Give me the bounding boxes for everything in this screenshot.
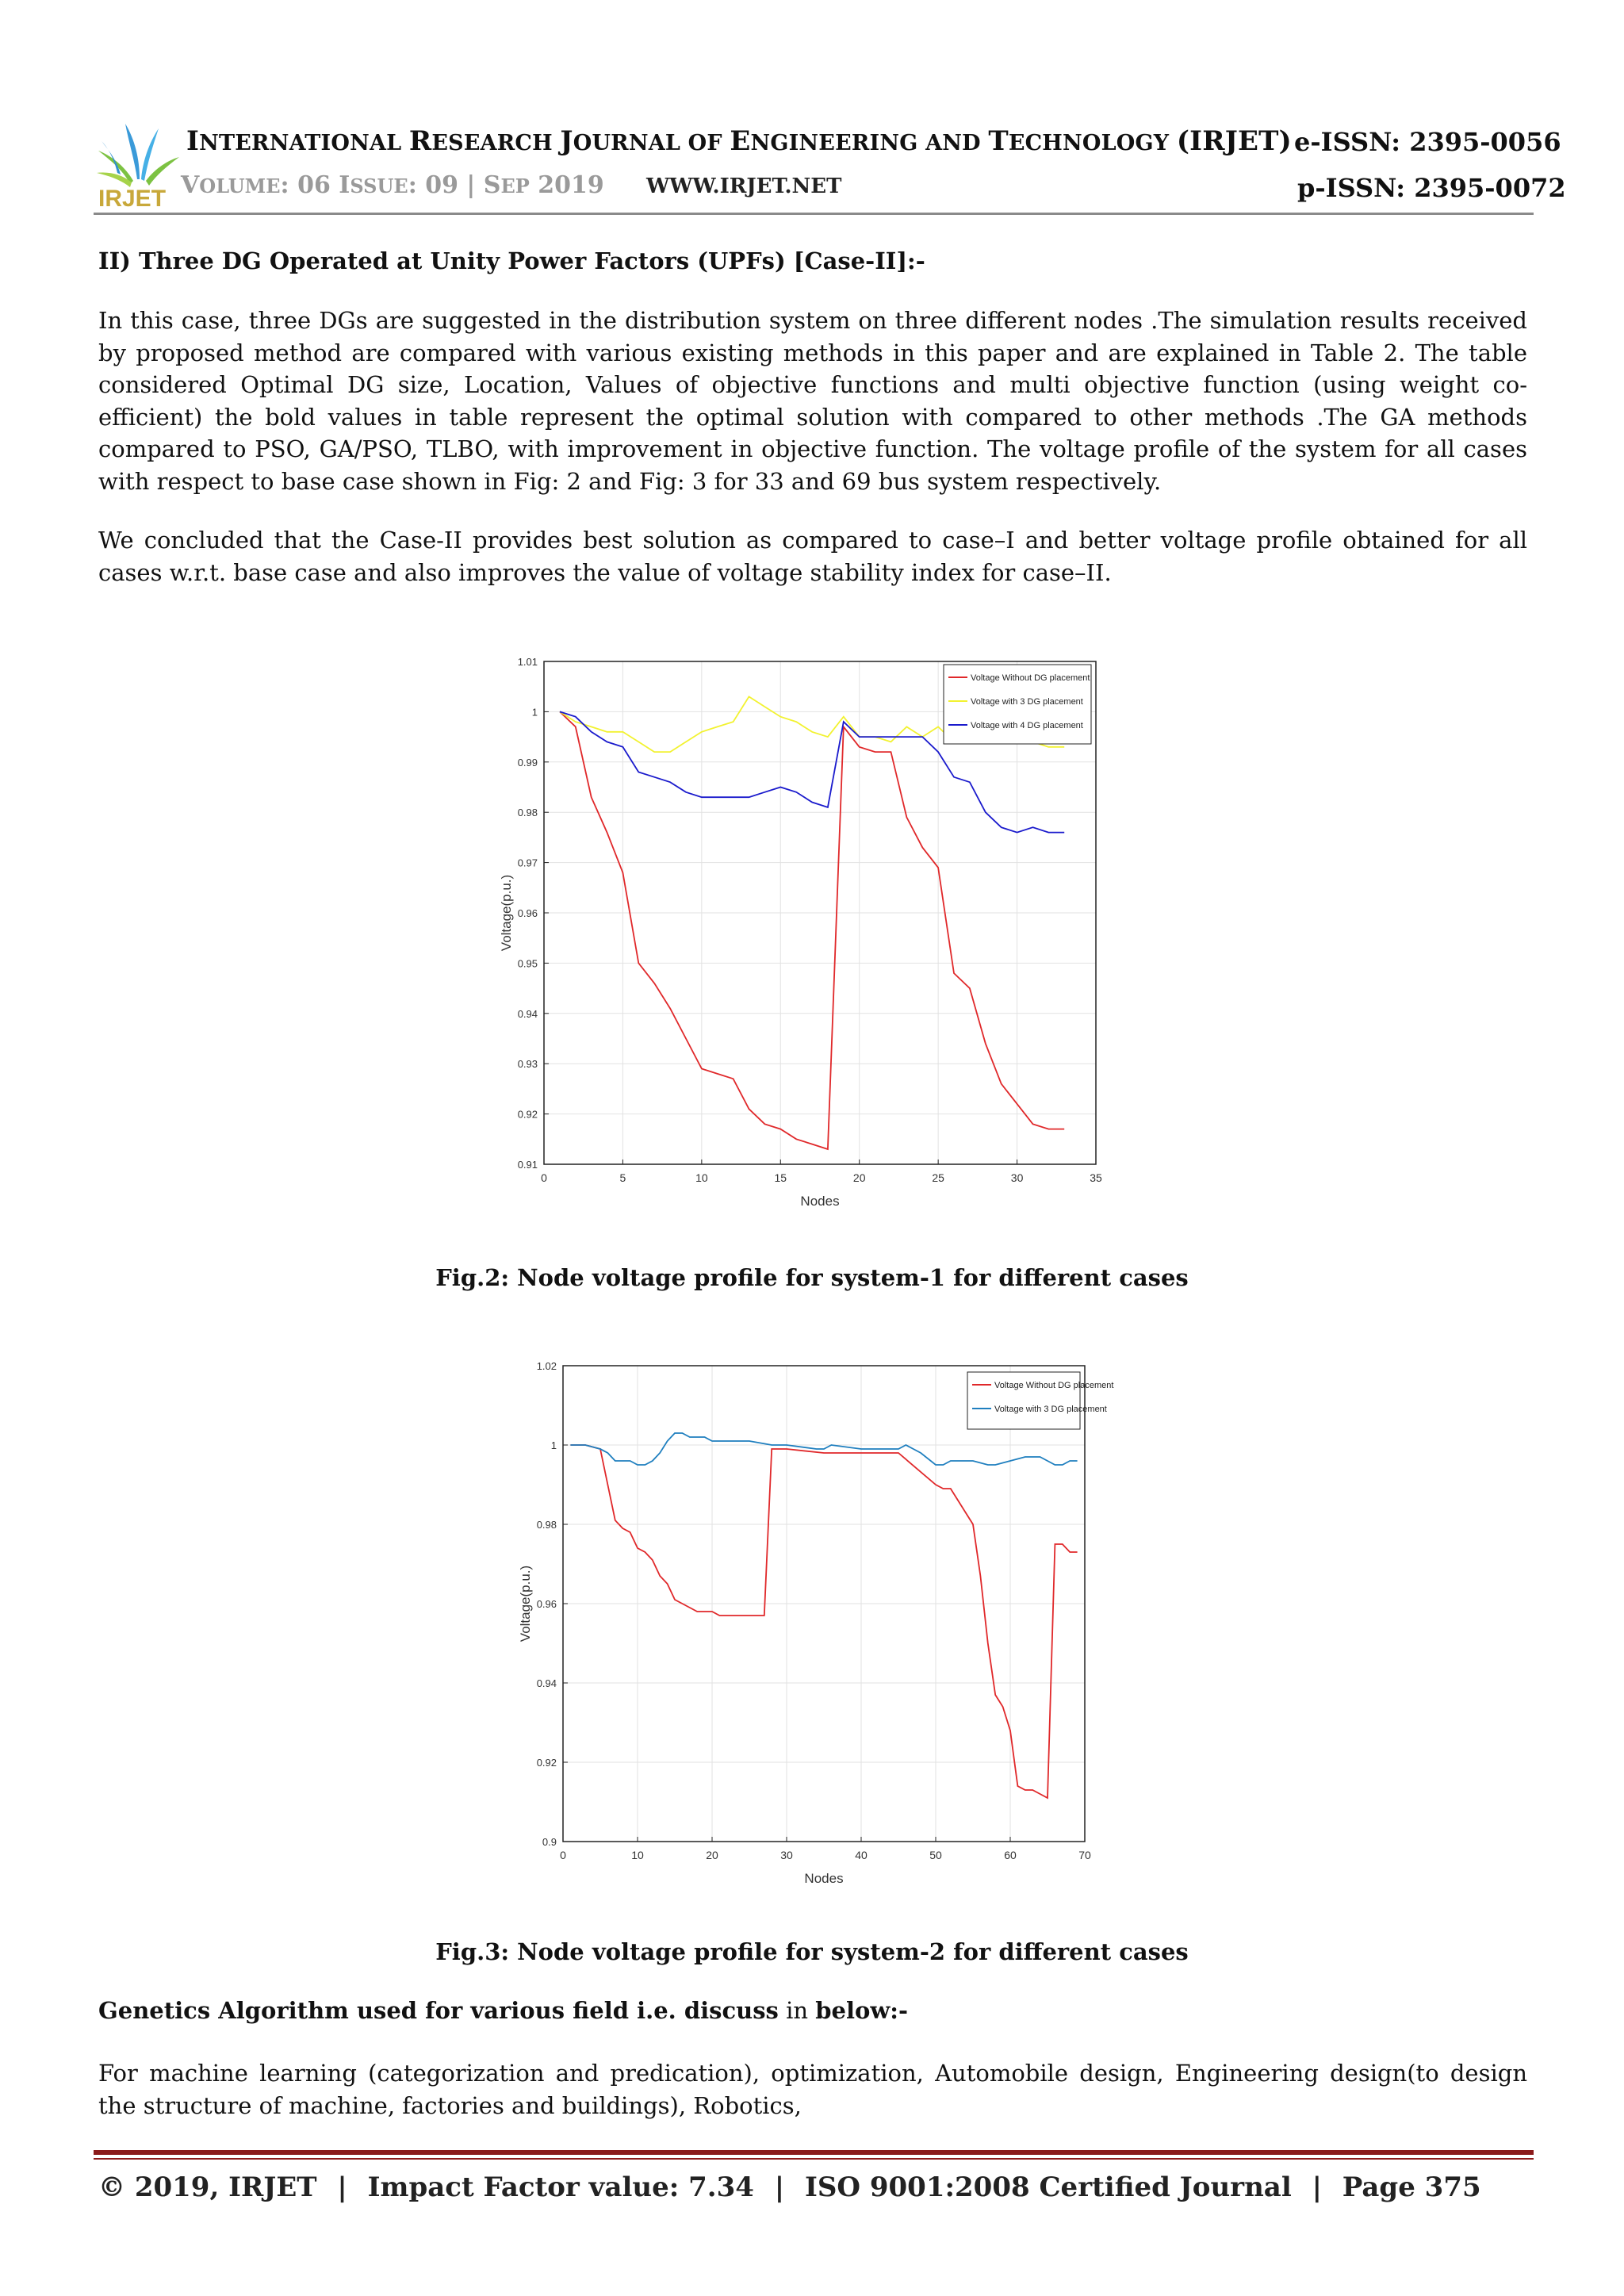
legend-entry: Voltage with 4 DG placement bbox=[971, 721, 1083, 730]
x-tick-label: 30 bbox=[780, 1849, 793, 1861]
y-tick-label: 0.94 bbox=[517, 1007, 538, 1020]
legend-entry: Voltage Without DG placement bbox=[994, 1381, 1114, 1390]
series-line-1 bbox=[570, 1433, 1077, 1465]
website-link[interactable]: WWW.IRJET.NET bbox=[646, 174, 842, 198]
footer-iso: ISO 9001:2008 Certified Journal bbox=[804, 2171, 1292, 2203]
paragraph-conclusion: We concluded that the Case-II provides best solution as compared to case–I and better voltage profile obtained for all cases w.r.t. base case and also improves the value of voltage stability index for case–II. bbox=[98, 527, 1527, 586]
footer-separator: | bbox=[337, 2171, 347, 2203]
footer-divider-thick bbox=[94, 2150, 1534, 2155]
x-tick-label: 50 bbox=[929, 1849, 942, 1861]
x-tick-label: 15 bbox=[774, 1171, 787, 1184]
section-heading: II) Three DG Operated at Unity Power Factors (UPFs) [Case-II]:- bbox=[98, 247, 925, 274]
title-part-3: JOURNAL OF bbox=[560, 125, 730, 157]
y-tick-label: 1.02 bbox=[536, 1360, 557, 1372]
y-tick-label: 0.98 bbox=[536, 1519, 557, 1531]
issue-number: 09 bbox=[425, 171, 458, 199]
y-tick-label: 0.97 bbox=[517, 857, 538, 869]
x-tick-label: 5 bbox=[619, 1171, 626, 1184]
footer-separator: | bbox=[1312, 2171, 1322, 2203]
legend-entry: Voltage with 3 DG placement bbox=[994, 1405, 1107, 1414]
logo-text: IRJET bbox=[98, 186, 167, 212]
p-issn: p-ISSN: 2395-0072 bbox=[1297, 173, 1566, 203]
e-issn: e-ISSN: 2395-0056 bbox=[1294, 127, 1561, 157]
legend-entry: Voltage Without DG placement bbox=[971, 673, 1090, 683]
title-part-2: RESEARCH bbox=[408, 125, 561, 157]
x-tick-label: 10 bbox=[695, 1171, 708, 1184]
y-tick-label: 0.94 bbox=[536, 1677, 557, 1689]
x-axis-label: Nodes bbox=[804, 1871, 844, 1886]
x-tick-label: 35 bbox=[1090, 1171, 1102, 1184]
y-tick-label: 0.93 bbox=[517, 1058, 538, 1071]
figure-3-caption: Fig.3: Node voltage profile for system-2 for different cases bbox=[435, 1938, 1189, 1965]
footer bbox=[98, 2171, 1481, 2203]
volume-number: 06 bbox=[297, 171, 331, 199]
header-divider bbox=[94, 213, 1534, 215]
footer-divider-thin bbox=[94, 2158, 1534, 2160]
series-line-0 bbox=[560, 711, 1064, 1149]
y-tick-label: 0.92 bbox=[536, 1757, 557, 1769]
y-tick-label: 1 bbox=[550, 1439, 557, 1451]
title-part-5: TECHNOLOGY bbox=[988, 125, 1177, 157]
x-axis-label: Nodes bbox=[800, 1194, 840, 1209]
x-tick-label: 20 bbox=[852, 1171, 866, 1184]
series-line-0 bbox=[570, 1445, 1077, 1798]
x-tick-label: 10 bbox=[631, 1849, 644, 1861]
y-axis-label: Voltage(p.u.) bbox=[518, 1565, 533, 1642]
y-tick-label: 0.99 bbox=[517, 756, 538, 769]
x-tick-label: 40 bbox=[855, 1849, 868, 1861]
y-tick-label: 0.96 bbox=[517, 907, 538, 919]
x-tick-label: 25 bbox=[932, 1171, 944, 1184]
y-axis-label: Voltage(p.u.) bbox=[499, 874, 514, 952]
title-part-4: ENGINEERING AND bbox=[730, 125, 989, 157]
y-tick-label: 0.96 bbox=[536, 1598, 557, 1610]
x-tick-label: 70 bbox=[1078, 1849, 1091, 1861]
figure-2-caption: Fig.2: Node voltage profile for system-1 for different cases bbox=[435, 1264, 1189, 1291]
x-tick-label: 20 bbox=[706, 1849, 718, 1861]
ga-heading: Genetics Algorithm used for various field i.e. discuss in below:- bbox=[98, 1997, 909, 2024]
paragraph-case-ii: In this case, three DGs are suggested in the distribution system on three different nodes .The simulation results received by proposed method are compared with various existing methods in this paper and are explained in Table 2. The table considered Optimal DG size, Location, Values of objective functions and multi objective function (using weight co- efficient) the bold values in table represent the optimal solution with compared to other methods .The GA methods compared to PSO, GA/PSO, TLBO, with improvement in objective function. The voltage profile of the system for all cases with respect to base case shown in Fig: 2 and Fig: 3 for 33 and 69 bus system respectively. bbox=[98, 307, 1527, 495]
x-tick-label: 0 bbox=[541, 1171, 547, 1184]
volume-issue-line: VOLUME: 06 ISSUE: 09 | SEP 2019 bbox=[181, 171, 604, 199]
ga-paragraph: For machine learning (categorization and predication), optimization, Automobile design, Engineering design(to design the structure of machine, factories and buildings), Robotics, bbox=[98, 2060, 1527, 2119]
logo-leaves bbox=[97, 124, 179, 187]
footer-page-number: Page 375 bbox=[1342, 2171, 1481, 2203]
y-tick-label: 0.95 bbox=[517, 957, 538, 970]
x-tick-label: 30 bbox=[1010, 1171, 1024, 1184]
x-tick-label: 60 bbox=[1004, 1849, 1017, 1861]
y-tick-label: 1.01 bbox=[517, 656, 538, 668]
footer-separator: | bbox=[774, 2171, 785, 2203]
x-tick-label: 0 bbox=[560, 1849, 566, 1861]
y-tick-label: 1 bbox=[531, 706, 538, 719]
footer-impact-factor: Impact Factor value: 7.34 bbox=[367, 2171, 754, 2203]
title-part-1: INTERNATIONAL bbox=[186, 125, 409, 157]
journal-title bbox=[186, 125, 1292, 157]
title-part-6: (IRJET) bbox=[1176, 125, 1292, 157]
year: 2019 bbox=[538, 171, 604, 199]
y-tick-label: 0.98 bbox=[517, 807, 538, 819]
legend-entry: Voltage with 3 DG placement bbox=[971, 697, 1083, 707]
y-tick-label: 0.9 bbox=[542, 1836, 557, 1848]
footer-copyright: © 2019, IRJET bbox=[98, 2171, 317, 2203]
y-tick-label: 0.91 bbox=[517, 1159, 538, 1171]
y-tick-label: 0.92 bbox=[517, 1108, 538, 1121]
figure-2-chart bbox=[499, 644, 1118, 1247]
irjet-logo bbox=[94, 117, 181, 211]
figure-3-chart bbox=[518, 1348, 1114, 1911]
